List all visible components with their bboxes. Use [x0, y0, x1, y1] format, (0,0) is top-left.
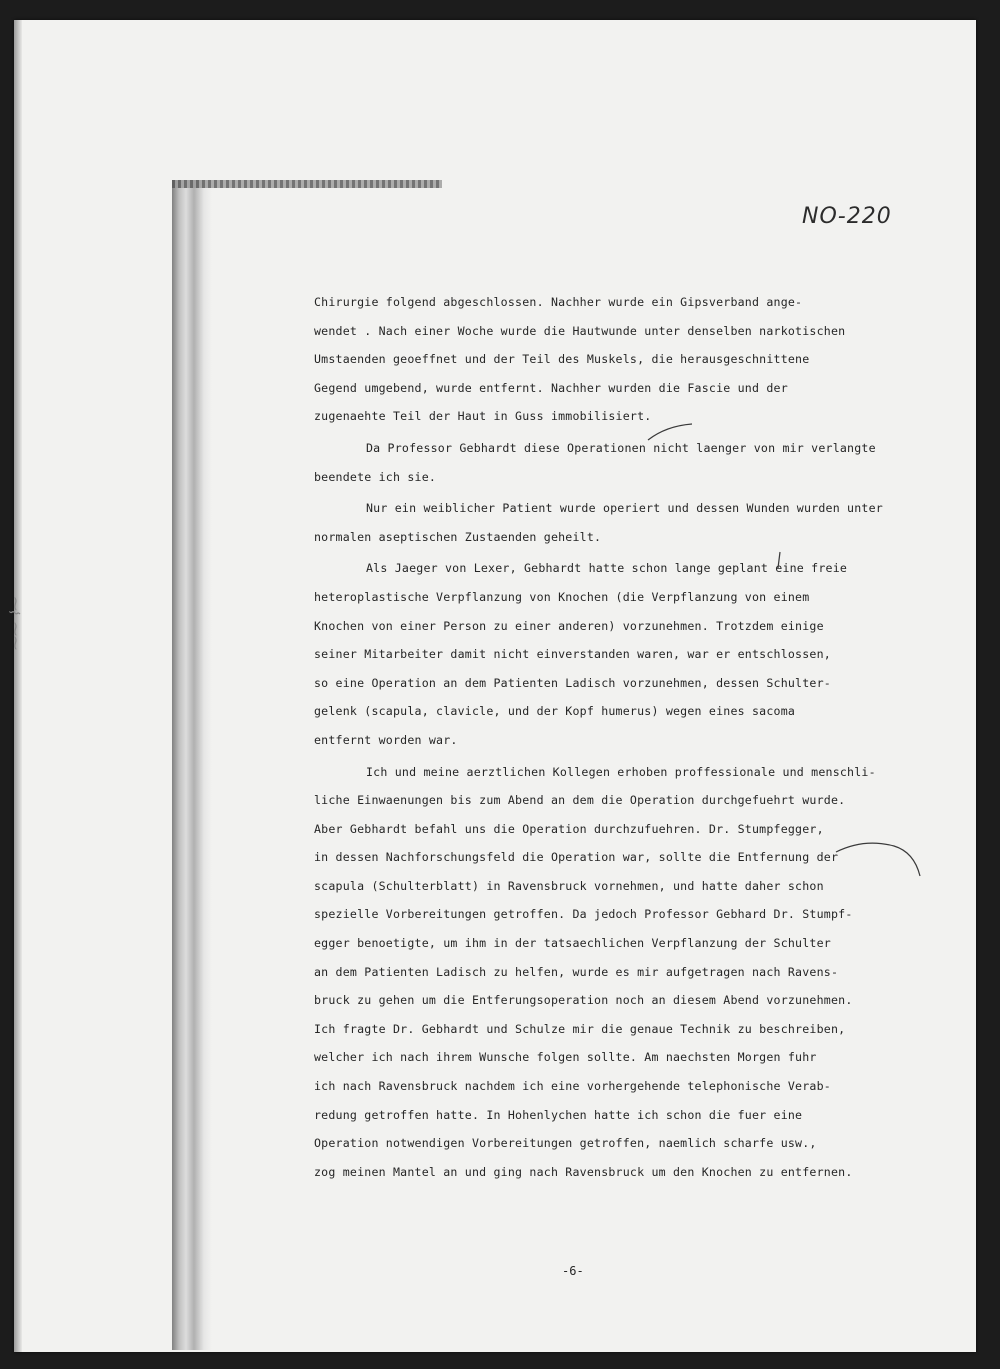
- text-line: scapula (Schulterblatt) in Ravensbruck vornehmen, und hatte daher schon: [314, 878, 824, 893]
- text-line: beendete ich sie.: [314, 469, 437, 484]
- text-line: seiner Mitarbeiter damit nicht einverstanden waren, war er entschlossen,: [314, 647, 831, 662]
- pencil-mark-2: [774, 550, 786, 570]
- pencil-mark-3: [834, 840, 924, 880]
- text-line: ich nach Ravensbruck nachdem ich eine vorhergehende telephonische Verab-: [314, 1079, 831, 1094]
- margin-handwriting: ⁓⁓ ⌇⁓: [8, 596, 24, 650]
- photocopy-edge-shadow: [172, 180, 212, 1350]
- text-line: Aber Gebhardt befahl uns die Operation durchzufuehren. Dr. Stumpfegger,: [314, 821, 824, 836]
- text-line: zugenaehte Teil der Haut in Guss immobilisiert.: [314, 409, 652, 424]
- text-line: Gegend umgebend, wurde entfernt. Nachher wurden die Fascie und der: [314, 380, 788, 395]
- text-line: welcher ich nach ihrem Wunsche folgen sollte. Am naechsten Morgen fuhr: [314, 1050, 817, 1065]
- text-line: wendet . Nach einer Woche wurde die Hautwunde unter denselben narkotischen: [314, 323, 846, 338]
- text-line: so eine Operation an dem Patienten Ladisch vorzunehmen, dessen Schulter-: [314, 675, 831, 690]
- text-line: Da Professor Gebhardt diese Operationen nicht laenger von mir verlangte: [366, 440, 876, 455]
- document-page: [8, 20, 976, 1352]
- photocopy-top-shadow: [172, 180, 442, 188]
- text-line: in dessen Nachforschungsfeld die Operation war, sollte die Entfernung der: [314, 850, 839, 865]
- page-number: -6-: [562, 1264, 584, 1278]
- text-line: heteroplastische Verpflanzung von Knochen (die Verpflanzung von einem: [314, 589, 810, 604]
- document-body: [314, 288, 904, 1186]
- pencil-mark-1: [646, 422, 696, 444]
- text-line: Knochen von einer Person zu einer anderen) vorzunehmen. Trotzdem einige: [314, 618, 824, 633]
- text-line: spezielle Vorbereitungen getroffen. Da jedoch Professor Gebhard Dr. Stumpf-: [314, 907, 853, 922]
- text-line: Nur ein weiblicher Patient wurde operiert und dessen Wunden wurden unter: [366, 501, 883, 516]
- text-line: normalen aseptischen Zustaenden geheilt.: [314, 529, 602, 544]
- text-line: Umstaenden geoeffnet und der Teil des Muskels, die herausgeschnittene: [314, 352, 810, 367]
- text-line: an dem Patienten Ladisch zu helfen, wurde es mir aufgetragen nach Ravens-: [314, 964, 839, 979]
- text-line: entfernt worden war.: [314, 732, 458, 747]
- text-line: Operation notwendigen Vorbereitungen getroffen, naemlich scharfe usw.,: [314, 1136, 817, 1151]
- document-id-mark: NO-220: [802, 204, 892, 229]
- text-line: gelenk (scapula, clavicle, und der Kopf humerus) wegen eines sacoma: [314, 704, 796, 719]
- text-line: egger benoetigte, um ihm in der tatsaechlichen Verpflanzung der Schulter: [314, 936, 831, 951]
- text-line: Als Jaeger von Lexer, Gebhardt hatte schon lange geplant eine freie: [366, 561, 848, 576]
- text-line: Chirurgie folgend abgeschlossen. Nachher wurde ein Gipsverband ange-: [314, 295, 803, 309]
- text-line: redung getroffen hatte. In Hohenlychen hatte ich schon die fuer eine: [314, 1107, 803, 1122]
- text-line: Ich fragte Dr. Gebhardt und Schulze mir die genaue Technik zu beschreiben,: [314, 1021, 846, 1036]
- page-left-edge: [14, 20, 22, 1352]
- text-line: zog meinen Mantel an und ging nach Ravensbruck um den Knochen zu entfernen.: [314, 1164, 853, 1179]
- text-line: Ich und meine aerztlichen Kollegen erhoben proffessionale und menschli-: [366, 764, 876, 779]
- text-line: liche Einwaenungen bis zum Abend an dem die Operation durchgefuehrt wurde.: [314, 793, 846, 808]
- text-line: bruck zu gehen um die Entferungsoperation noch an diesem Abend vorzunehmen.: [314, 993, 853, 1008]
